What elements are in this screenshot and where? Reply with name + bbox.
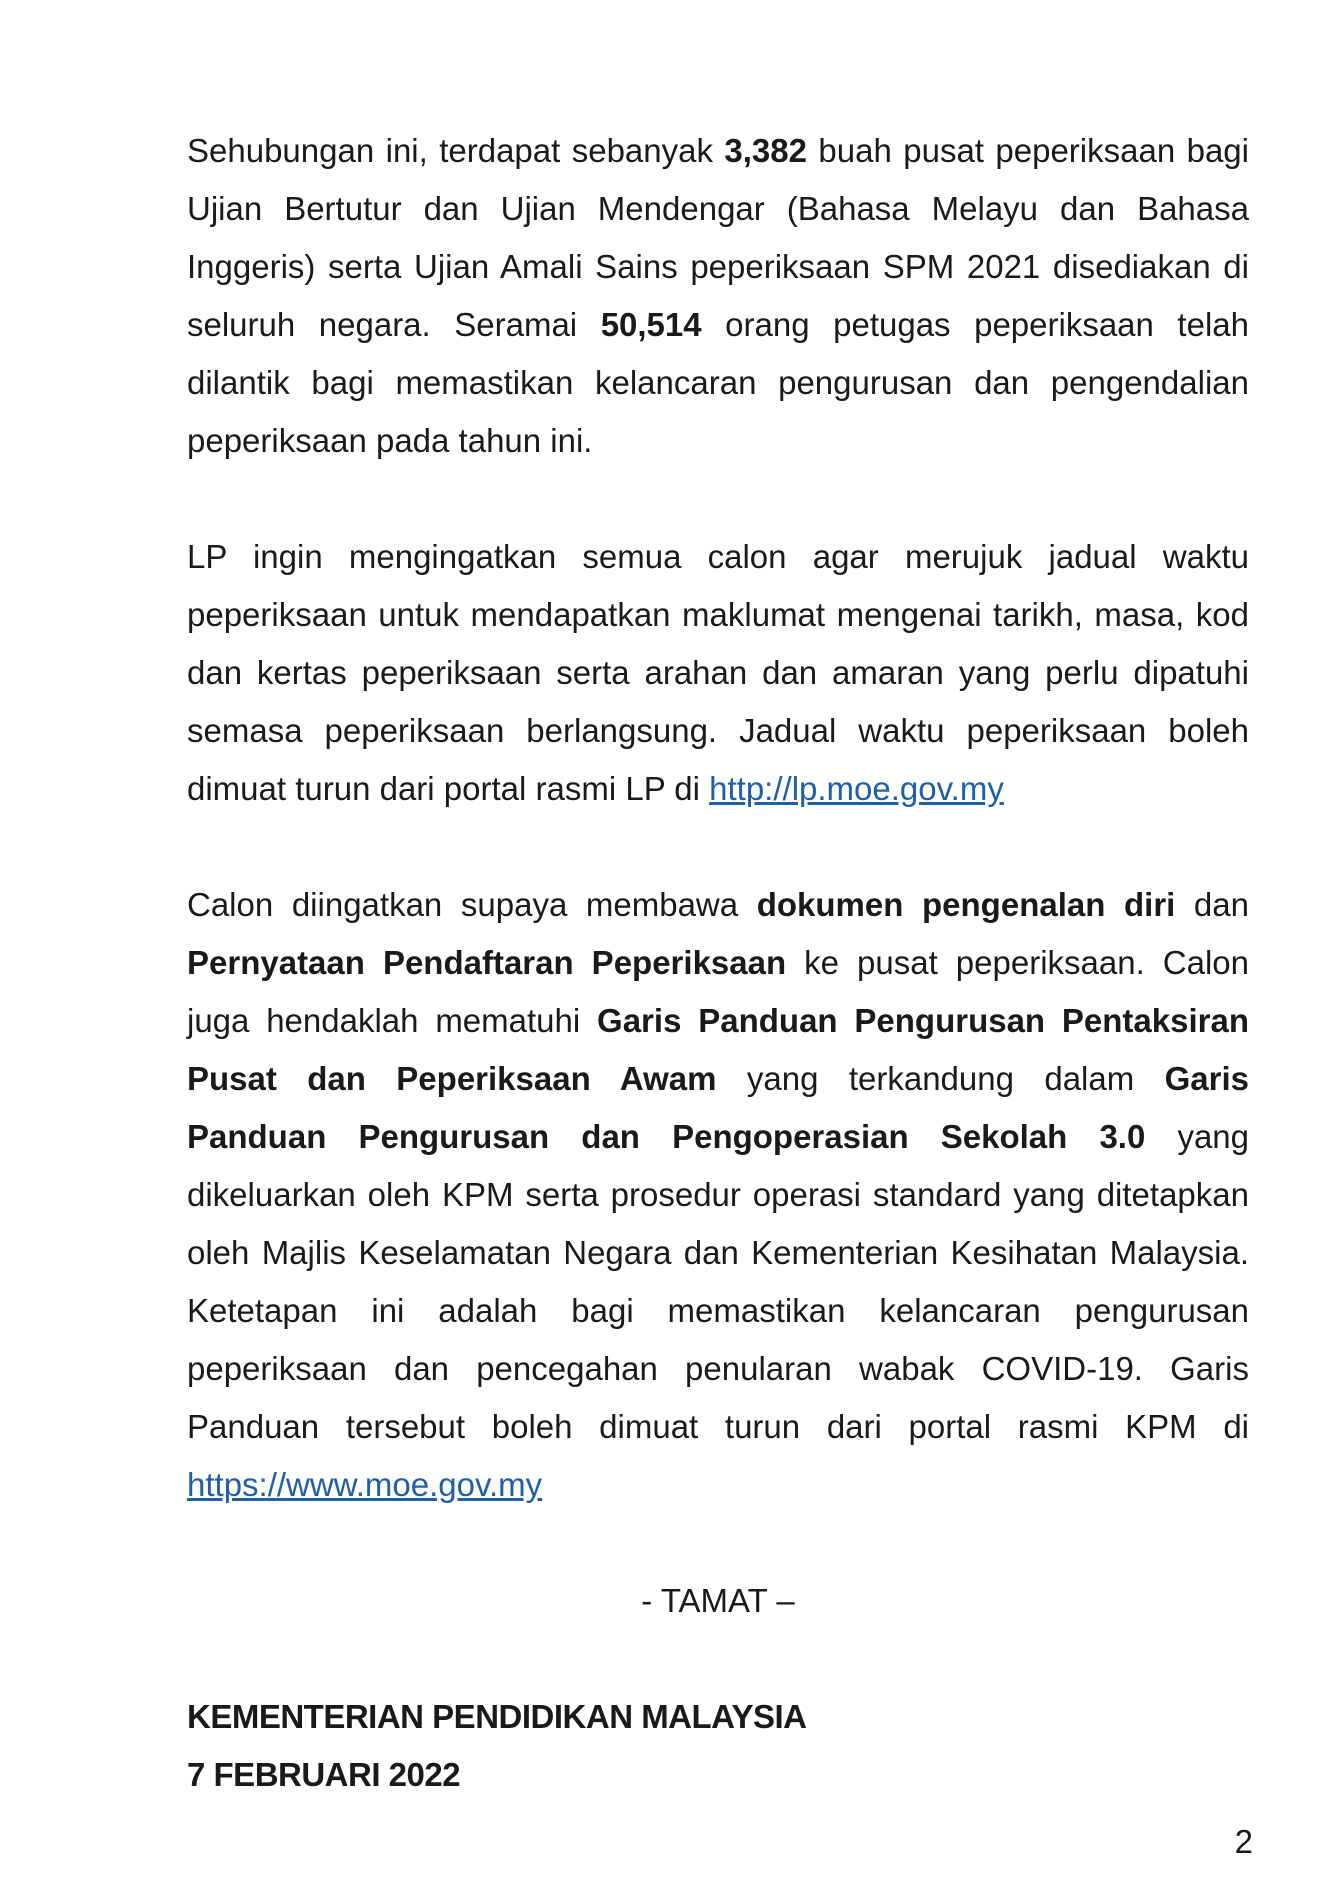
text: LP ingin mengingatkan semua calon agar merujuk jadual waktu peperiksaan untuk mendapatkan maklumat mengenai tarikh, masa, kod dan kertas peperiksaan serta arahan dan amaran yang perlu dipatuhi semasa peperiksaan berlangsung. Jadual waktu peperiksaan boleh dimuat turun dari portal rasmi LP di — [187, 538, 1249, 807]
bold-school-guideline: Garis Panduan Pengurusan dan Pengoperasian Sekolah 3.0 — [187, 1060, 1249, 1155]
document-page — [187, 122, 1249, 1804]
text: ke pusat peperiksaan. Calon juga hendaklah mematuhi — [187, 944, 1249, 1039]
text: yang terkandung dalam — [716, 1060, 1165, 1097]
text: Sehubungan ini, terdapat sebanyak — [187, 132, 725, 169]
text: dan — [1175, 886, 1249, 923]
bold-count-officers: 50,514 — [600, 306, 702, 343]
closing-tamat: - TAMAT – — [641, 1582, 795, 1619]
text: yang dikeluarkan oleh KPM serta prosedur operasi standard yang ditetapkan oleh Majlis Keselamatan Negara dan Kementerian Kesihatan Malaysia. Ketetapan ini adalah bagi memastikan kelancaran pengurusan peperiksaan dan pencegahan penularan wabak COVID-19. Garis Panduan tersebut boleh dimuat turun dari portal rasmi KPM di — [187, 1118, 1250, 1445]
paragraph-guidelines — [187, 876, 1249, 1514]
bold-id-document: dokumen pengenalan diri — [756, 886, 1176, 923]
signature-organization: KEMENTERIAN PENDIDIKAN MALAYSIA — [187, 1698, 807, 1735]
moe-portal-link[interactable]: https://www.moe.gov.my — [187, 1466, 543, 1503]
paragraph-exam-centres — [187, 122, 1249, 470]
paragraph-timetable — [187, 528, 1249, 818]
text: Calon diingatkan supaya membawa — [187, 886, 757, 923]
bold-count-centres: 3,382 — [724, 132, 807, 169]
bold-assessment-guideline: Garis Panduan Pengurusan Pentaksiran Pusat dan Peperiksaan Awam — [187, 1002, 1249, 1097]
bold-registration-statement: Pernyataan Pendaftaran Peperiksaan — [187, 944, 787, 981]
lp-portal-link[interactable]: http://lp.moe.gov.my — [709, 770, 1004, 807]
text: orang petugas peperiksaan telah dilantik bagi memastikan kelancaran pengurusan dan pengendalian peperiksaan pada tahun ini. — [187, 306, 1249, 459]
page-number: 2 — [1234, 1823, 1253, 1860]
signature-date: 7 FEBRUARI 2022 — [187, 1756, 461, 1793]
text: buah pusat peperiksaan bagi Ujian Bertutur dan Ujian Mendengar (Bahasa Melayu dan Bahasa Inggeris) serta Ujian Amali Sains peperiksaan SPM 2021 disediakan di seluruh negara. Seramai — [187, 132, 1249, 343]
